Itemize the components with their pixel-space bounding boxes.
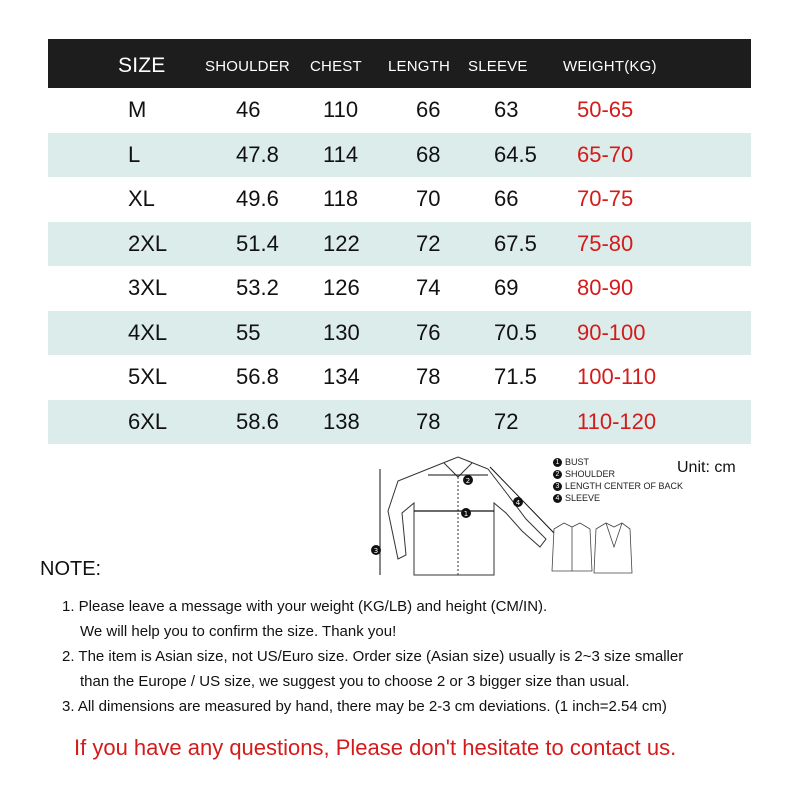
legend-label: LENGTH CENTER OF BACK	[565, 481, 684, 491]
cell-chest: 126	[323, 275, 360, 300]
legend-item-shoulder	[553, 468, 683, 480]
cell-shoulder: 58.6	[236, 408, 279, 434]
table-row	[48, 311, 751, 356]
note-line: 2. The item is Asian size, not US/Euro size. Order size (Asian size) usually is 2~3 size smaller	[62, 648, 684, 665]
legend-num: 3	[553, 482, 562, 491]
cell-sleeve: 67.5	[494, 230, 537, 256]
note-line: than the Europe / US size, we suggest you to choose 2 or 3 bigger size than usual.	[80, 673, 630, 690]
legend-label: BUST	[565, 457, 590, 467]
marker-2-label: 2	[465, 477, 471, 485]
cell-size: L	[128, 141, 141, 167]
cell-length: 66	[416, 97, 441, 122]
legend-item-length	[553, 480, 683, 492]
cell-sleeve: 66	[494, 186, 519, 211]
note-line: We will help you to confirm the size. Thank you!	[80, 623, 397, 640]
cell-sleeve: 72	[494, 408, 519, 434]
cell-size: 3XL	[128, 275, 168, 300]
header-size: SIZE	[118, 54, 166, 77]
header-length: LENGTH	[388, 58, 451, 75]
cell-sleeve: 69	[494, 275, 519, 300]
marker-1-label: 1	[463, 510, 469, 518]
cell-sleeve: 70.5	[494, 319, 537, 345]
cell-weight: 100-110	[577, 364, 657, 389]
size-chart-table	[48, 39, 751, 444]
legend-num: 2	[553, 470, 562, 479]
notes-list	[62, 594, 683, 719]
cell-shoulder: 56.8	[236, 364, 279, 389]
cell-sleeve: 71.5	[494, 364, 537, 389]
header-sleeve: SLEEVE	[468, 58, 528, 75]
legend-label: SLEEVE	[565, 493, 601, 503]
cell-shoulder: 47.8	[236, 141, 279, 167]
legend-num: 4	[553, 494, 562, 503]
table-row	[48, 400, 751, 445]
cell-size: 5XL	[128, 364, 168, 389]
cell-length: 76	[416, 319, 441, 345]
table-row	[48, 266, 751, 311]
cell-weight: 90-100	[577, 319, 646, 345]
legend-num: 1	[553, 458, 562, 467]
cell-shoulder: 46	[236, 97, 261, 122]
header-weight: WEIGHT(KG)	[563, 58, 657, 75]
table-row	[48, 88, 751, 133]
cell-chest: 114	[323, 141, 359, 167]
cell-sleeve: 64.5	[494, 141, 537, 167]
cell-length: 68	[416, 141, 441, 167]
cell-weight: 50-65	[577, 97, 634, 122]
contact-message: If you have any questions, Please don't hesitate to contact us.	[74, 735, 677, 760]
cell-length: 78	[416, 364, 441, 389]
cell-size: 6XL	[128, 408, 168, 434]
cell-size: XL	[128, 186, 155, 211]
cell-shoulder: 51.4	[236, 230, 279, 256]
table-row	[48, 222, 751, 267]
header-chest: CHEST	[310, 58, 362, 75]
cell-weight: 65-70	[577, 141, 634, 167]
cell-chest: 138	[323, 408, 360, 434]
cell-sleeve: 63	[494, 97, 519, 122]
legend-item-bust	[553, 456, 683, 468]
cell-chest: 130	[323, 319, 360, 345]
legend-item-sleeve	[553, 492, 683, 504]
marker-3-label: 3	[373, 547, 379, 555]
jacket-sketch-2	[594, 523, 632, 573]
table-row	[48, 133, 751, 178]
cell-shoulder: 55	[236, 319, 261, 345]
unit-label: Unit: cm	[677, 459, 736, 476]
cell-shoulder: 53.2	[236, 275, 279, 300]
cell-size: 4XL	[128, 319, 168, 345]
cell-chest: 122	[323, 230, 360, 256]
marker-4-label: 4	[515, 499, 521, 507]
cell-length: 70	[416, 186, 441, 211]
cell-chest: 118	[323, 186, 359, 211]
legend-label: SHOULDER	[565, 469, 616, 479]
cell-chest: 134	[323, 364, 360, 389]
cell-weight: 70-75	[577, 186, 634, 211]
cell-size: M	[128, 97, 147, 122]
table-row	[48, 355, 751, 400]
note-title: NOTE:	[40, 558, 102, 580]
cell-shoulder: 49.6	[236, 186, 279, 211]
cell-weight: 80-90	[577, 275, 634, 300]
cell-weight: 75-80	[577, 230, 634, 256]
header-shoulder: SHOULDER	[205, 58, 290, 75]
cell-chest: 110	[323, 97, 359, 122]
note-line: 3. All dimensions are measured by hand, there may be 2-3 cm deviations. (1 inch=2.54 cm)	[62, 698, 667, 715]
cell-size: 2XL	[128, 230, 168, 256]
cell-length: 78	[416, 408, 441, 434]
table-row	[48, 177, 751, 222]
cell-length: 72	[416, 230, 441, 256]
cell-length: 74	[416, 275, 441, 300]
note-line: 1. Please leave a message with your weight (KG/LB) and height (CM/IN).	[62, 598, 548, 615]
table-header	[48, 39, 751, 88]
cell-weight: 110-120	[577, 408, 657, 434]
diagram-legend	[553, 456, 683, 504]
